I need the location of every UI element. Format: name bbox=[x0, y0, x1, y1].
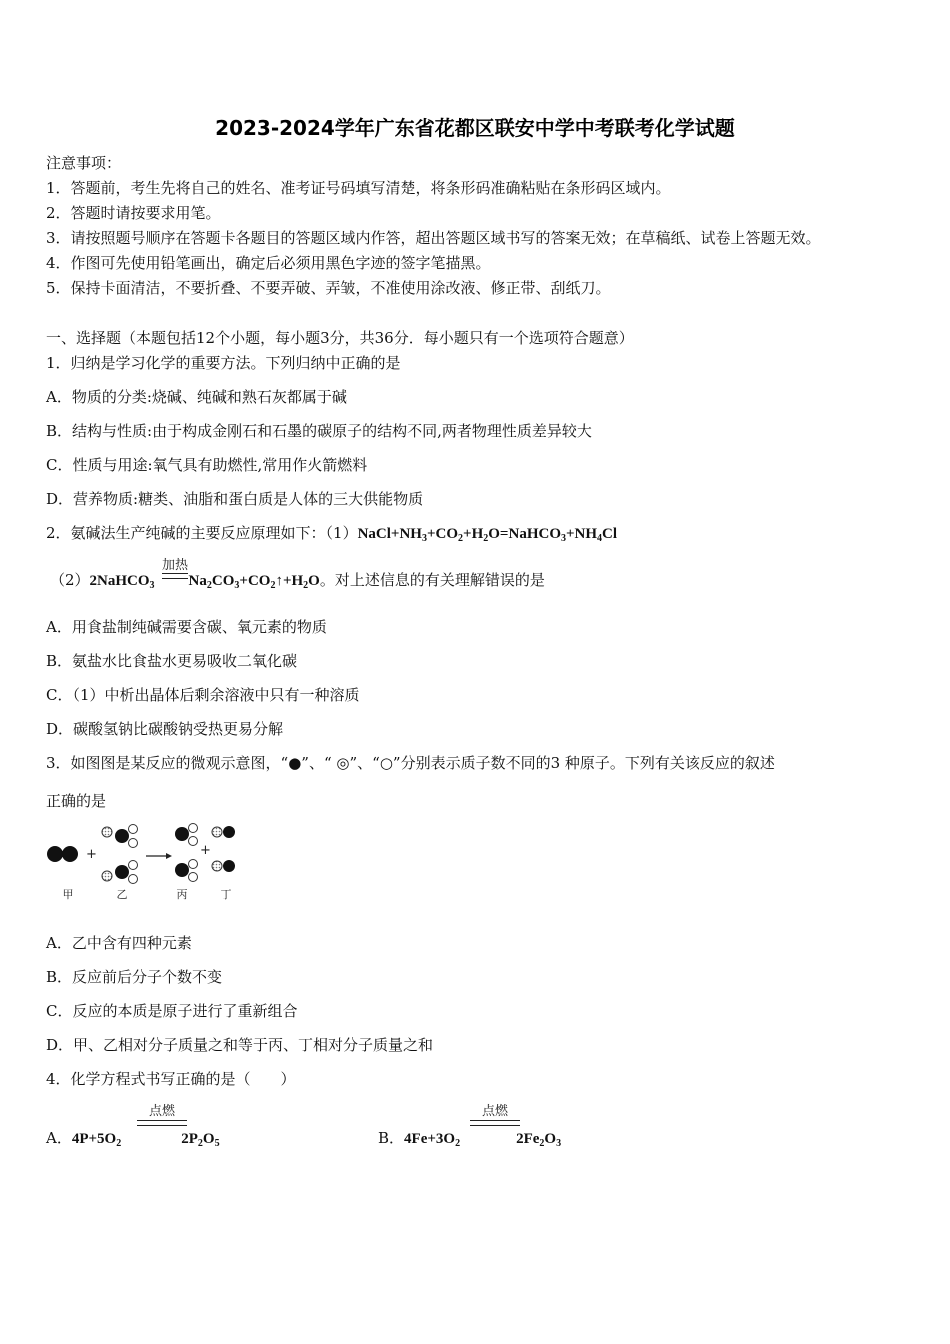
question-3-option-d: D．甲、乙相对分子质量之和等于丙、丁相对分子质量之和 bbox=[46, 1036, 434, 1054]
label-jia: 甲 bbox=[62, 888, 74, 901]
question-3-option-b: B．反应前后分子个数不变 bbox=[46, 968, 223, 986]
equals-sign-a bbox=[137, 1120, 187, 1126]
question-1-stem: 1．归纳是学习化学的重要方法。下列归纳中正确的是 bbox=[46, 354, 401, 372]
question-1-option-c: C．性质与用途:氧气具有助燃性,常用作火箭燃料 bbox=[46, 456, 368, 474]
equation-b-right: $2Fe_2O_3$ bbox=[516, 1131, 562, 1149]
question-2-part2-suffix: 。对上述信息的有关理解错误的是 bbox=[319, 571, 545, 589]
label-ding: 丁 bbox=[220, 888, 232, 901]
label-yi: 乙 bbox=[116, 888, 128, 901]
question-2-stem bbox=[46, 522, 617, 543]
question-2-option-d: D．碳酸氢钠比碳酸钠受热更易分解 bbox=[46, 720, 284, 738]
equation-2-right: $Na_2CO_3+CO_2↑+H_2O$ bbox=[188, 573, 320, 591]
question-2-stem-text: 2．氨碱法生产纯碱的主要反应原理如下：（1） bbox=[46, 524, 358, 542]
page-title: 2023-2024学年广东省花都区联安中学中考联考化学试题 bbox=[215, 116, 735, 140]
notice-item: 5．保持卡面清洁，不要折叠、不要弄破、弄皱，不准使用涂改液、修正带、刮纸刀。 bbox=[46, 279, 611, 297]
reaction-diagram bbox=[44, 818, 254, 904]
ignite-condition-a: 点燃 bbox=[148, 1104, 175, 1119]
ignite-condition-b: 点燃 bbox=[481, 1104, 508, 1119]
notice-item: 3．请按照题号顺序在答题卡各题目的答题区域内作答，超出答题区域书写的答案无效；在草稿纸、试卷上答题无效。 bbox=[46, 229, 821, 247]
notice-item: 2．答题时请按要求用笔。 bbox=[46, 204, 221, 222]
equation-1: $NaCl+NH_3+CO_2+H_2O=NaHCO_3+NH_4Cl$ bbox=[357, 526, 618, 544]
question-1-option-b: B．结构与性质:由于构成金刚石和石墨的碳原子的结构不同,两者物理性质差异较大 bbox=[46, 422, 592, 440]
question-4-option-b bbox=[378, 1127, 561, 1148]
molecule-jia bbox=[47, 846, 78, 862]
question-2-option-c: C．（1）中析出晶体后剩余溶液中只有一种溶质 bbox=[46, 686, 360, 704]
question-4-stem: 4．化学方程式书写正确的是（ ） bbox=[46, 1070, 296, 1088]
question-2-option-a: A．用食盐制纯碱需要含碳、氧元素的物质 bbox=[46, 618, 327, 636]
question-2-option-b: B．氨盐水比食盐水更易吸收二氧化碳 bbox=[46, 652, 298, 670]
heat-condition: 加热 bbox=[161, 558, 188, 573]
notice-item: 4．作图可先使用铅笔画出，确定后必须用黑色字迹的签字笔描黑。 bbox=[46, 254, 491, 272]
option-b-label: B． bbox=[378, 1129, 405, 1147]
equation-2-left: 2NaHCO$_3$ bbox=[89, 573, 155, 591]
question-3-stem: 3．如图图是某反应的微观示意图，“●”、“ ◎”、“○”分别表示质子数不同的3 种原子。下列有关该反应的叙述 bbox=[46, 754, 775, 772]
equals-sign-b bbox=[470, 1120, 520, 1126]
arrow-icon bbox=[146, 853, 172, 859]
question-2-part2-prefix: （2） bbox=[50, 571, 90, 589]
plus-sign: + bbox=[200, 843, 211, 858]
option-a-label: A． bbox=[46, 1129, 72, 1147]
equation-a-right: $2P_2O_5$ bbox=[181, 1131, 220, 1149]
question-4-option-a bbox=[46, 1127, 220, 1148]
section-heading: 一、选择题（本题包括12个小题，每小题3分，共36分．每小题只有一个选项符合题意） bbox=[46, 329, 634, 347]
equation-b-left: $4Fe+3O_2$ bbox=[404, 1131, 461, 1149]
question-3-stem-cont: 正确的是 bbox=[46, 792, 107, 810]
equation-a-left: $4P+5O_2$ bbox=[71, 1131, 122, 1149]
molecule-bing bbox=[175, 824, 198, 882]
label-bing: 丙 bbox=[176, 888, 188, 901]
molecule-ding bbox=[212, 826, 235, 872]
question-2-part2 bbox=[50, 569, 545, 590]
question-3-option-c: C．反应的本质是原子进行了重新组合 bbox=[46, 1002, 298, 1020]
molecule-yi bbox=[102, 825, 138, 884]
question-1-option-a: A．物质的分类:烧碱、纯碱和熟石灰都属于碱 bbox=[46, 388, 347, 406]
plus-sign: + bbox=[86, 847, 97, 862]
notice-heading: 注意事项： bbox=[46, 154, 122, 172]
question-3-option-a: A．乙中含有四种元素 bbox=[46, 934, 192, 952]
notice-item: 1．答题前，考生先将自己的姓名、准考证号码填写清楚，将条形码准确粘贴在条形码区域内。 bbox=[46, 179, 671, 197]
question-1-option-d: D．营养物质:糖类、油脂和蛋白质是人体的三大供能物质 bbox=[46, 490, 424, 508]
